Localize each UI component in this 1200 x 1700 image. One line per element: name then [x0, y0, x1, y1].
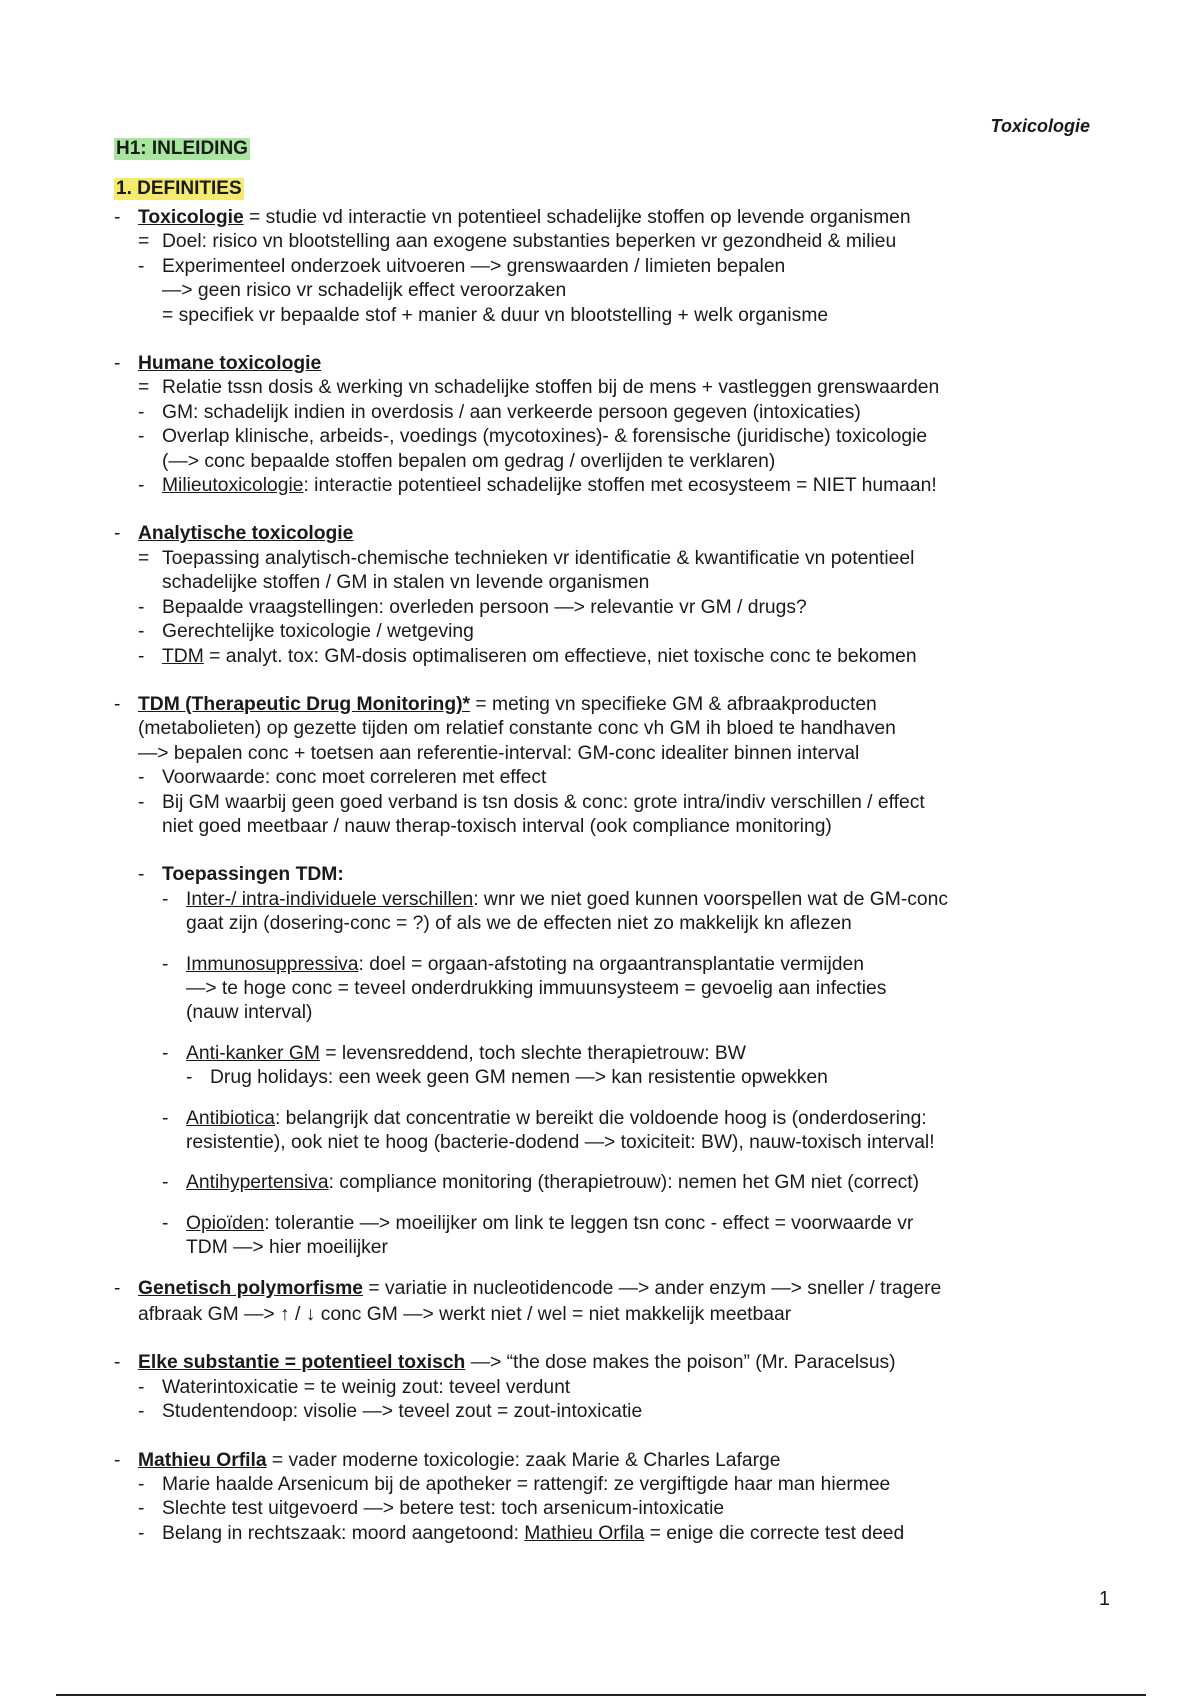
bullet-belang: - Belang in rechtszaak: moord aangetoond: Mathieu Orfila = enige die correcte test deed	[138, 1522, 905, 1544]
term-toxicologie: Toxicologie	[138, 207, 244, 228]
bullet-overlap: - Overlap klinische, arbeids-, voedings (mycotoxines)- & forensische (juridische) toxicologie	[138, 426, 928, 448]
bullet-gm: - GM: schadelijk indien in overdosis / aan verkeerde persoon gegeven (intoxicaties)	[138, 401, 861, 423]
term-tdm: TDM	[162, 645, 204, 667]
bullet-anti-kanker: - Anti-kanker GM = levensreddend, toch slechte therapietrouw: BW	[162, 1042, 746, 1064]
line-relatie: = Relatie tssn dosis & werking vn schadelijke stoffen bij de mens + vastleggen grenswaarden	[138, 377, 940, 399]
bullet-voorwaarde: - Voorwaarde: conc moet correleren met effect	[138, 767, 547, 789]
line-genetisch2: afbraak GM —> ↑ / ↓ conc GM —> werkt niet / wel = niet makkelijk meetbaar	[138, 1304, 792, 1326]
line-doel: = Doel: risico vn blootstelling aan exogene substanties beperken vr gezondheid & milieu	[138, 231, 897, 253]
term-analytische: Analytische toxicologie	[138, 523, 354, 545]
page-number: 1	[1098, 1588, 1110, 1610]
bullet-genetisch: - Genetisch polymorfisme = variatie in nucleotidencode —> ander enzym —> sneller / tragere	[114, 1277, 942, 1299]
line-exp3: = specifiek vr bepaalde stof + manier & duur vn blootstelling + welk organisme	[162, 304, 829, 326]
notes-body	[114, 206, 1094, 1546]
line-toepassing: = Toepassing analytisch-chemische technieken vr identificatie & kwantificatie vn potentieel	[138, 547, 915, 569]
bullet-milieu: - Milieutoxicologie: interactie potentieel schadelijke stoffen met ecosysteem = NIET humaan!	[138, 475, 937, 497]
line-tdm2: (metabolieten) op gezette tijden om relatief constante conc vh GM ih bloed te handhaven	[138, 718, 896, 740]
bullet-inter-intra: - Inter-/ intra-individuele verschillen: wnr we niet goed kunnen voorspellen wat de GM-conc	[162, 888, 949, 910]
bullet-opioiden: - Opioïden: tolerantie —> moeilijker om link te leggen tsn conc - effect = voorwaarde vr	[162, 1212, 914, 1234]
bullet-tdm: - TDM (Therapeutic Drug Monitoring)* = meting vn specifieke GM & afbraakproducten	[114, 693, 877, 715]
bottom-rule	[56, 1694, 1146, 1696]
bullet-antibiotica: - Antibiotica: belangrijk dat concentratie w bereikt die voldoende hoog is (onderdosering:	[162, 1107, 927, 1129]
bullet-experimenteel: - Experimenteel onderzoek uitvoeren —> grenswaarden / limieten bepalen	[138, 255, 786, 277]
line-opio2: TDM —> hier moeilijker	[186, 1237, 388, 1259]
line-overlap2: (—> conc bepaalde stoffen bepalen om gedrag / overlijden te verklaren)	[162, 450, 776, 472]
bullet-bij-gm: - Bij GM waarbij geen goed verband is tsn dosis & conc: grote intra/indiv verschillen / effect	[138, 791, 925, 813]
bullet-marie: - Marie haalde Arsenicum bij de apotheker = rattengif: ze vergiftigde haar man hiermee	[138, 1474, 891, 1496]
bullet-immuno: - Immunosuppressiva: doel = orgaan-afstoting na orgaantransplantatie vermijden	[162, 953, 864, 975]
bullet-analytische: - Analytische toxicologie	[114, 522, 1094, 546]
line-inter2: gaat zijn (dosering-conc = ?) of als we de effecten niet zo makkelijk kn aflezen	[186, 913, 852, 935]
bullet-toxicologie: - Toxicologie = studie vd interactie vn potentieel schadelijke stoffen op levende organismen	[114, 207, 911, 228]
bullet-water: - Waterintoxicatie = te weinig zout: teveel verdunt	[138, 1376, 571, 1398]
bullet-tdm-analyt: - TDM = analyt. tox: GM-dosis optimaliseren om effectieve, niet toxische conc te bekomen	[138, 645, 917, 667]
term-tdm-full: TDM (Therapeutic Drug Monitoring)*	[138, 693, 471, 715]
bullet-elke-substantie: - Elke substantie = potentieel toxisch —> “the dose makes the poison” (Mr. Paracelsus)	[114, 1352, 896, 1374]
bullet-humane: - Humane toxicologie	[114, 352, 1094, 376]
bullet-drug-holidays: - Drug holidays: een week geen GM nemen —> kan resistentie opwekken	[186, 1067, 828, 1089]
term-milieutoxicologie: Milieutoxicologie	[162, 475, 304, 497]
line-toepassing2: schadelijke stoffen / GM in stalen vn levende organismen	[162, 572, 650, 594]
term-humane: Humane toxicologie	[138, 353, 322, 375]
course-title: Toxicologie	[990, 116, 1090, 136]
line-tdm3: —> bepalen conc + toetsen aan referentie-interval: GM-conc idealiter binnen interval	[138, 742, 860, 764]
bullet-orfila: - Mathieu Orfila = vader moderne toxicologie: zaak Marie & Charles Lafarge	[114, 1449, 781, 1471]
bullet-gerecht: - Gerechtelijke toxicologie / wetgeving	[138, 621, 474, 643]
line-exp2: —> geen risico vr schadelijk effect veroorzaken	[162, 280, 567, 302]
bullet-antihypertensiva: - Antihypertensiva: compliance monitoring (therapietrouw): nemen het GM niet (correct)	[162, 1172, 920, 1194]
line-bij2: niet goed meetbaar / nauw therap-toxisch interval (ook compliance monitoring)	[162, 815, 832, 837]
line-immuno2: —> te hoge conc = teveel onderdrukking immuunsysteem = gevoelig aan infecties	[186, 977, 887, 999]
bullet-slechte-test: - Slechte test uitgevoerd —> betere test: toch arsenicum-intoxicatie	[138, 1498, 725, 1520]
chapter-heading: H1: INLEIDING	[116, 138, 248, 159]
line-abio2: resistentie), ook niet te hoog (bacterie-dodend —> toxiciteit: BW), nauw-toxisch interval!	[186, 1132, 935, 1153]
bullet-toepassingen-tdm: - Toepassingen TDM:	[138, 864, 344, 886]
section-heading: 1. DEFINITIES	[116, 178, 242, 199]
bullet-vraag: - Bepaalde vraagstellingen: overleden persoon —> relevantie vr GM / drugs?	[138, 596, 807, 618]
line-immuno3: (nauw interval)	[186, 1002, 313, 1024]
bullet-studentendoop: - Studentendoop: visolie —> teveel zout = zout-intoxicatie	[138, 1401, 643, 1423]
